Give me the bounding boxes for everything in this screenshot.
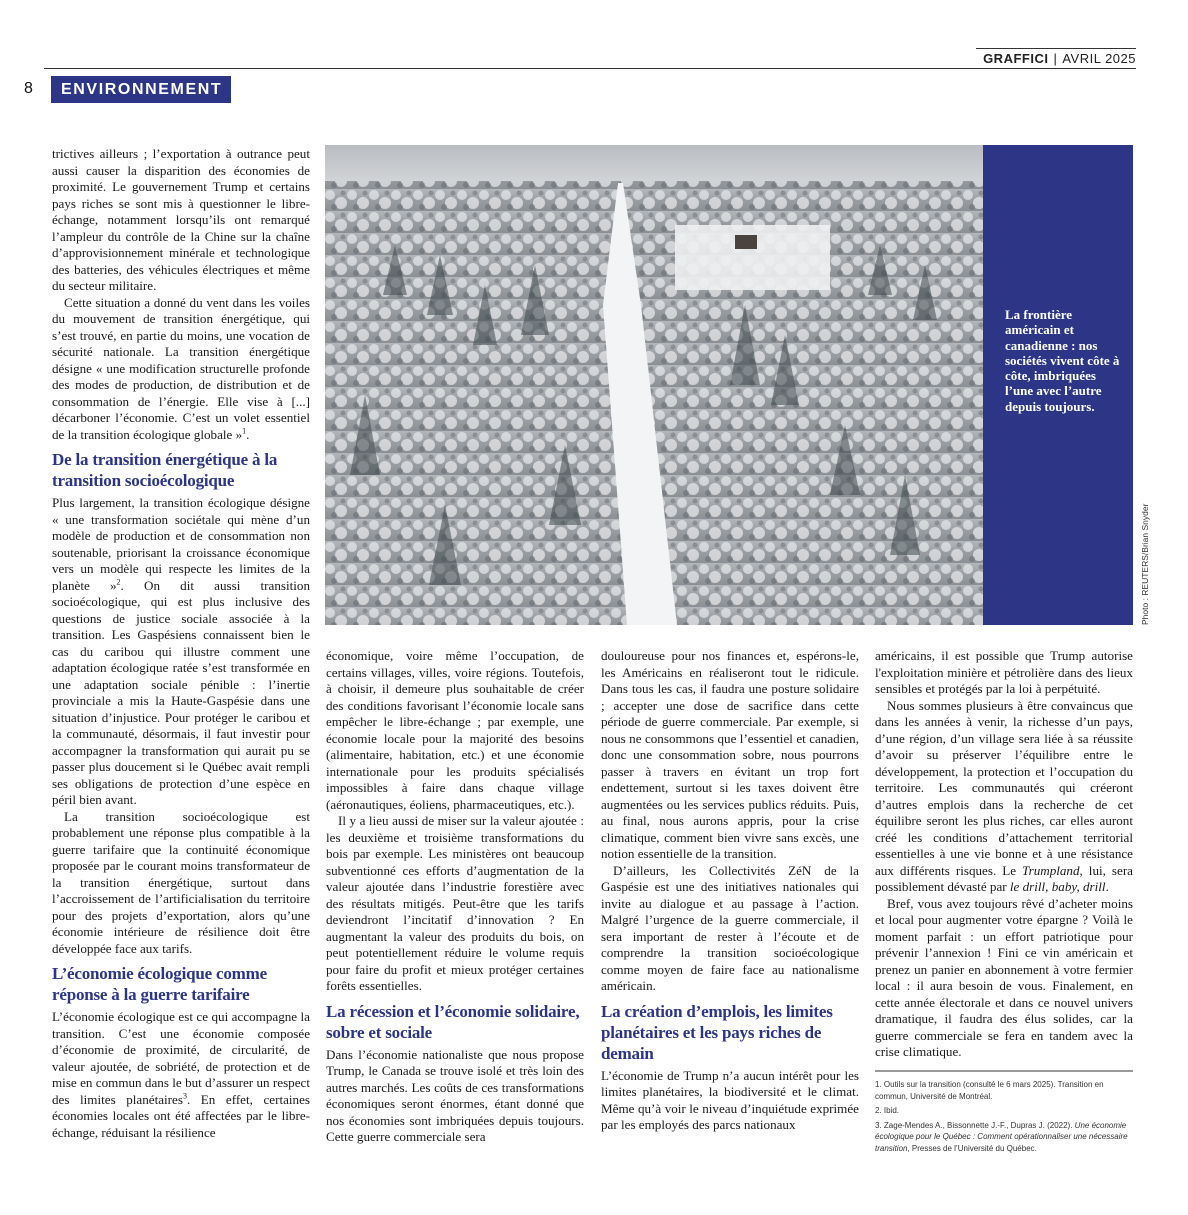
section-tag: ENVIRONNEMENT — [51, 76, 231, 103]
clearing — [675, 225, 830, 290]
snowy-forest-image — [325, 145, 983, 625]
paragraph: économique, voire même l’occupation, de certains villages, villes, voire régions. Toutefois, à choisir, il demeure plus souhaitable de créer des conditions favorisant l’économie locale sans empêcher le libre-échange ; par exemple, une économie locale pour la majorité des besoins (alimentaire, habitation, etc.) et une économie internationale pour les produits spécialisés impossibles à faire dans chaque village (aéronautiques, éoliens, pharmaceutiques, etc.). — [326, 648, 584, 812]
photo-caption: La frontière américain et canadienne : nos sociétés vivent côte à côte, imbriquées l’une avec l’autre depuis toujours. — [1005, 307, 1120, 414]
paragraph — [875, 698, 1133, 896]
paragraph — [52, 495, 310, 809]
emphasis: le drill, baby, drill — [1009, 879, 1106, 894]
footnote-3 — [875, 1120, 1133, 1155]
footnote-1 — [875, 1079, 1133, 1102]
subheading: La création d’emplois, les limites planétaires et les pays riches de demain — [601, 1001, 833, 1063]
paragraph-text: Cette situation a donné du vent dans les voiles du mouvement de transition énergétique, qui s’est trouvé, en partie du moins, une vocation de sécurité nationale. La transition énergétique désigne « une modification structurelle profonde des modes de production, de distribution et de consommation de l’énergie. Elle vise à [...] décarboner l’économie. C’est un volet essentiel de la transition écologique globale » — [52, 294, 310, 442]
page-number: 8 — [24, 80, 33, 97]
footnote-ref[interactable]: 3 — [182, 1091, 187, 1101]
sky — [325, 145, 983, 185]
paragraph-text: Plus largement, la transition écologique désigne « une transformation sociétale qui mène d’un modèle de production et de consommation non soutenable, priorisant la croissance économique vers un modèle qui respecte les limites de la planète » — [52, 495, 310, 593]
footnote-title: Une économie écologique pour le Québec : Comment opérationnaliser une nécessaire transition — [875, 1120, 1128, 1153]
paragraph: Dans l’économie nationaliste que nous propose Trump, le Canada se trouve isolé et très loin des autres marchés. Les coûts de ces transformations économiques seront énormes, étant donné que nos économies sont imbriquées depuis toujours. Cette guerre commerciale sera — [326, 1046, 584, 1144]
emphasis: Trumpland — [1022, 862, 1080, 878]
issue-date: AVRIL 2025 — [1062, 51, 1136, 66]
subheading: L’économie écologique comme réponse à la guerre tarifaire — [52, 964, 267, 1004]
publication-name: GRAFFICI — [983, 51, 1049, 66]
paragraph: Bref, vous avez toujours rêvé d’acheter moins et local pour augmenter votre épargne ? Voilà le moment parfait : un effort patriotique pour prévenir l’annexion ! Fini ce vin américain et prenez un panier en abonnement à votre fermier local : il aura besoin de vous. Finalement, en cette année électorale et dans ce nouvel univers dramatique, il faudra des élus solides, car la guerre commerciale se fera en tandem avec la crise climatique. — [875, 895, 1133, 1059]
footnote-number: 2. — [875, 1106, 882, 1115]
paragraph: Il y a lieu aussi de miser sur la valeur ajoutée : les deuxième et troisième transformations du bois par exemple. Les ministères ont beaucoup subventionné ces efforts d’augmentation de la valeur ajoutée dans l’industrie forestière avec des résultats mitigés. Peut-être que les tarifs deviendront l’incitatif d’innovation ? En augmentant la valeur des produits du bois, on peut potentiellement réduire le volume requis pour faire du profit et mieux protéger certaines forêts essentielles. — [326, 813, 584, 993]
footnote-ref[interactable]: 1 — [242, 426, 247, 436]
footnote-ref[interactable]: 2 — [116, 577, 121, 587]
photo-credit: Photo : REUTERS/Brian Snyder — [1140, 503, 1150, 625]
house — [735, 235, 757, 249]
paragraph: douloureuse pour nos finances et, espérons-le, les Américains en réaliseront tout le ridicule. Dans tous les cas, il faudra une posture solidaire ; accepter une dose de sacrifice dans cette période de guerre commerciale. Par exemple, si nous ne consommons que l’essentiel et canadien, donc une consommation sobre, nous pourrons passer à travers en évitant un trop fort endettement, surtout si les taxes doivent être augmentées ou les services publics réduits. Puis, au final, nous aurons appris, pour la crise climatique, comment bien vivre sans excès, une notion essentielle de la transition. — [601, 648, 859, 861]
paragraph: Cette situation a donné du vent dans les voiles du mouvement de transition énergétique, qui s’est trouvé, en partie du moins, une vocation de sécurité nationale. La transition énergétique désigne « une modification structurelle profonde des modes de production, de distribution et de consommation de l’énergie. Elle vise à [...] décarboner l’économie. C’est un volet essentiel de la transition écologique globale »$^1$. — [52, 294, 310, 442]
footnote-text: , Presses de l’Université du Québec. — [907, 1143, 1037, 1153]
masthead-text — [983, 51, 1136, 66]
article-column-1 — [52, 146, 310, 1141]
paragraph-text: . On dit aussi transition socioécologique, qui est plus inclusive des questions de justice sociale associée à la transition. Les Gaspésiens connaissent bien le cas du caribou qui illustre comment une adaptation écologique ratée s’est transformée en une adaptation sociale pénible : l’inertie provinciale a mis la Haute-Gaspésie dans une situation d’injustice. Pour protéger le caribou et la communauté, désormais, il faut investir pour accompagner la transformation qui aurait pu se passer plus doucement si le Québec avait rempli ses obligations de protection d’une espèce en péril bien avant. — [52, 577, 310, 807]
paragraph-text: . En effet, certaines économies locales ont été affectées par le libre-échange, réduisant la résilience — [52, 1091, 310, 1140]
paragraph — [52, 1009, 310, 1141]
footnote-number: 3. — [875, 1120, 882, 1130]
paragraph-text: . — [1105, 879, 1109, 894]
footnote-2 — [875, 1105, 1133, 1117]
footnote-text: Outils sur la transition (consulté le 6 mars 2025). Transition en commun, Université de Montréal. — [875, 1080, 1104, 1101]
article-column-2 — [326, 648, 584, 1146]
paragraph-text: , lui, sera possiblement dévasté par — [875, 862, 1133, 894]
footnote-number: 1. — [875, 1080, 882, 1089]
caption-box — [983, 145, 1133, 625]
paragraph-text: Nous sommes plusieurs à être convaincus que dans les années à venir, la richesse d’un pays, d’une région, d’un village sera liée à sa réussite d’avoir su préserver l’équilibre entre le développement, la protection et l’occupation du territoire. Les communautés qui créeront d’autres emplois dans la recherche de cet équilibre seront les plus riches, car elles auront créé les conditions d’attachement territorial essentielles à une vie bonne et à une résistance aux différents risques. Le — [875, 697, 1133, 878]
footnote-text: Ibid. — [883, 1106, 900, 1115]
footnote-text: Zage-Mendes A., Bissonnette J.-F., Dupras J. (2022). — [883, 1120, 1075, 1130]
article-photo — [325, 145, 983, 625]
paragraph: trictives ailleurs ; l’exportation à outrance peut aussi causer la disparition des économies de proximité. Le gouvernement Trump et certains pays riches se sont mis à questionner le libre-échange, notamment lorsqu’ils ont remarqué l’ampleur du contrôle de la Chine sur la chaîne d’approvisionnement minérale et technologique des batteries, des véhicules électriques et même du secteur militaire. — [52, 146, 310, 293]
footnotes — [875, 1070, 1133, 1157]
article-column-4 — [875, 648, 1133, 1061]
header-rule — [44, 68, 1136, 69]
masthead-separator: | — [1053, 51, 1058, 66]
paragraph-text: L’économie écologique est ce qui accompagne la transition. C’est une économie composée d’économie de proximité, de circularité, de valeur ajoutée, de sobriété, de protection et de mise en commun dans le but d’assurer un respect des limites planétaires — [52, 1009, 310, 1107]
paragraph: D’ailleurs, les Collectivités ZéN de la Gaspésie est une des initiatives nationales qui invite au dialogue et au passage à l’action. Malgré l’urgence de la guerre commerciale, il sera important de rester à l’écoute et de comprendre la transition socioécologique comme moyen de faire face au nationalisme américain. — [601, 862, 859, 993]
paragraph: américains, il est possible que Trump autorise l'exploitation minière et pétrolière dans des lieux sensibles et protégés par la loi à perpétuité. — [875, 648, 1133, 696]
subheading: De la transition énergétique à la transition socioécologique — [52, 450, 278, 490]
article-column-3 — [601, 648, 859, 1134]
subheading: La récession et l’économie solidaire, sobre et sociale — [326, 1001, 580, 1042]
paragraph: La transition socioécologique est probablement une réponse plus compatible à la guerre tarifaire que la continuité économique proposée par le courant moins transformateur de la transition énergétique, surtout dans l’accroissement de l’artificialisation du territoire pour des projets d’exportation, alors qu’une économie intérieure de résilience doit être développée face aux tarifs. — [52, 808, 310, 956]
paragraph: L’économie de Trump n’a aucun intérêt pour les limites planétaires, la biodiversité et le climat. Même qu’à voir le niveau d’inquiétude exprimée par les employés des parcs nationaux — [601, 1067, 859, 1132]
